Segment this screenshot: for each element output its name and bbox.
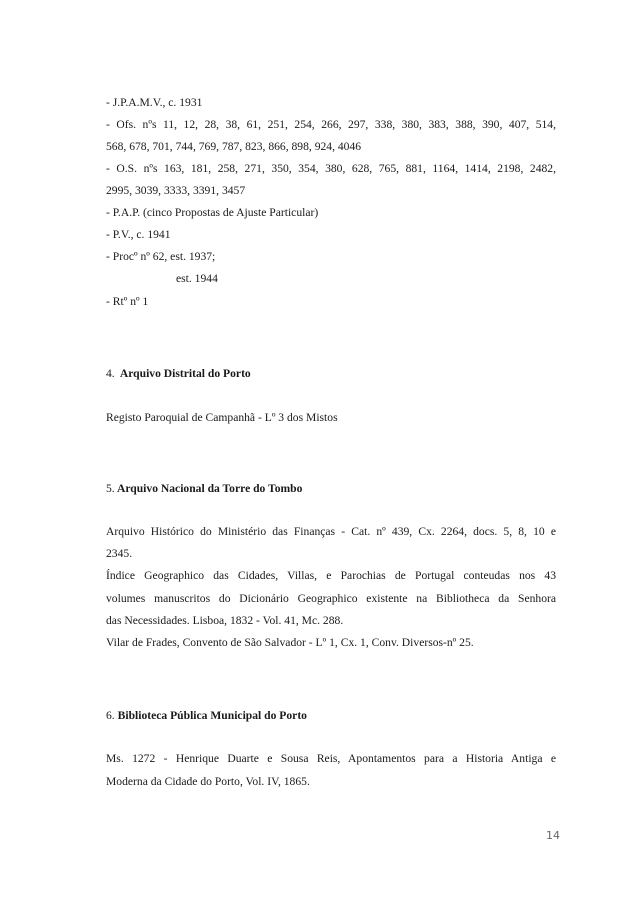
- reference-line: volumes manuscritos do Dicionário Geographico existente na Bibliotheca da Senhora: [106, 592, 556, 605]
- reference-line: Moderna da Cidade do Porto, Vol. IV, 1865.: [106, 775, 310, 788]
- reference-line: das Necessidades. Lisboa, 1832 - Vol. 41, Mc. 288.: [106, 614, 344, 627]
- section-number: 5.: [106, 482, 115, 495]
- reference-line: - Rtº nº 1: [106, 295, 149, 308]
- reference-line: - P.A.P. (cinco Propostas de Ajuste Particular): [106, 206, 319, 219]
- reference-line: Registo Paroquial de Campanhã - Lº 3 dos Mistos: [106, 411, 338, 424]
- section-number: 4.: [106, 367, 115, 380]
- section-heading-4: [106, 367, 556, 381]
- section-title: Arquivo Nacional da Torre do Tombo: [116, 482, 303, 495]
- reference-line: Índice Geographico das Cidades, Villas, e Parochias de Portugal conteudas nos 43: [106, 569, 556, 582]
- reference-line: Arquivo Histórico do Ministério das Finanças - Cat. nº 439, Cx. 2264, docs. 5, 8, 10 e: [106, 525, 556, 538]
- section-title: Arquivo Distrital do Porto: [119, 367, 251, 380]
- page-number: 14: [546, 829, 560, 842]
- reference-line: Vilar de Frades, Convento de São Salvador - Lº 1, Cx. 1, Conv. Diversos-nº 25.: [106, 636, 474, 649]
- reference-line: - Ofs. nºs 11, 12, 28, 38, 61, 251, 254, 266, 297, 338, 380, 383, 388, 390, 407, 514,: [106, 118, 556, 131]
- reference-line: - J.P.A.M.V., c. 1931: [106, 96, 203, 109]
- reference-line: 2995, 3039, 3333, 3391, 3457: [106, 184, 246, 197]
- reference-line: 568, 678, 701, 744, 769, 787, 823, 866, 898, 924, 4046: [106, 140, 362, 153]
- reference-line: - Procº nº 62, est. 1937;: [106, 250, 216, 263]
- reference-line: - P.V., c. 1941: [106, 228, 171, 241]
- reference-line: - O.S. nºs 163, 181, 258, 271, 350, 354, 380, 628, 765, 881, 1164, 1414, 2198, 2482,: [106, 162, 556, 175]
- reference-line: Ms. 1272 - Henrique Duarte e Sousa Reis, Apontamentos para a Historia Antiga e: [106, 752, 556, 765]
- section-heading-5: [106, 482, 556, 496]
- reference-line: est. 1944: [176, 272, 218, 285]
- section-heading-6: [106, 709, 556, 723]
- section-number: 6.: [106, 709, 115, 722]
- reference-line: 2345.: [106, 547, 133, 560]
- section-title: Biblioteca Pública Municipal do Porto: [117, 709, 307, 722]
